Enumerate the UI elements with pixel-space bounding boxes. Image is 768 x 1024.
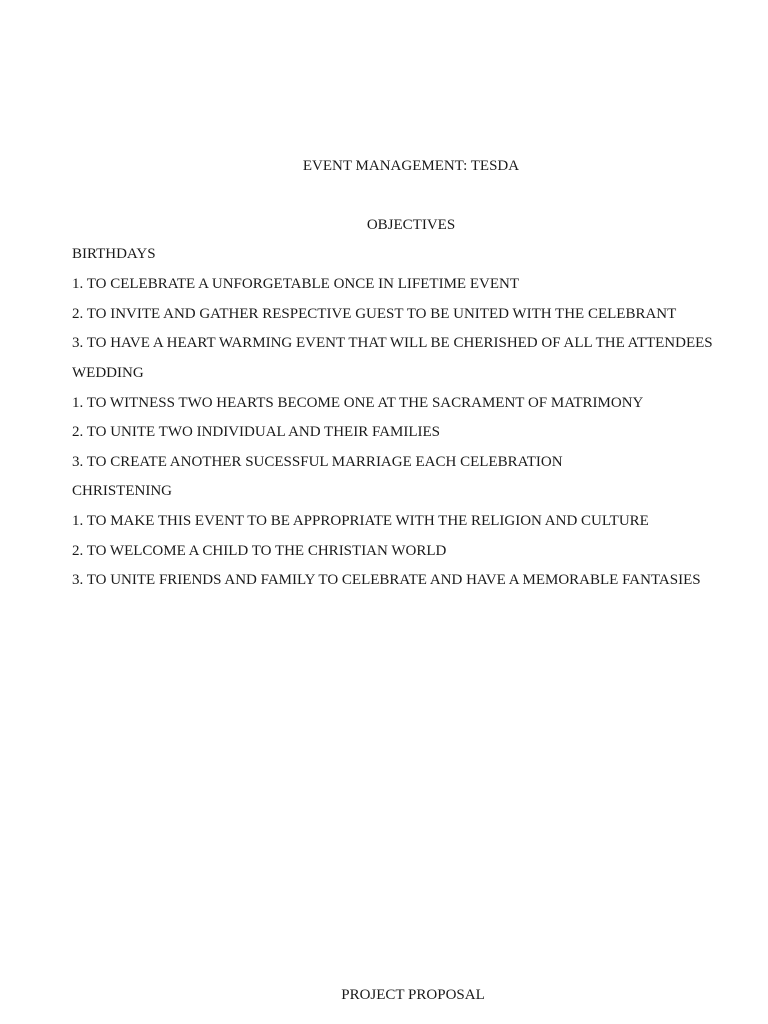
document-footer: PROJECT PROPOSAL — [341, 987, 485, 1003]
objectives-heading: OBJECTIVES — [366, 217, 456, 233]
birthdays-objective-2: 2. TO INVITE AND GATHER RESPECTIVE GUEST TO BE UNITED WITH THE CELEBRANT — [72, 306, 677, 322]
wedding-objective-1: 1. TO WITNESS TWO HEARTS BECOME ONE AT THE SACRAMENT OF MATRIMONY — [72, 395, 644, 411]
birthdays-objective-3: 3. TO HAVE A HEART WARMING EVENT THAT WILL BE CHERISHED OF ALL THE ATTENDEES — [72, 335, 713, 351]
section-heading-wedding: WEDDING — [72, 365, 144, 381]
wedding-objective-3: 3. TO CREATE ANOTHER SUCESSFUL MARRIAGE EACH CELEBRATION — [72, 454, 563, 470]
christening-objective-3: 3. TO UNITE FRIENDS AND FAMILY TO CELEBRATE AND HAVE A MEMORABLE FANTASIES — [72, 572, 701, 588]
christening-objective-1: 1. TO MAKE THIS EVENT TO BE APPROPRIATE WITH THE RELIGION AND CULTURE — [72, 513, 649, 529]
document-title: EVENT MANAGEMENT: TESDA — [302, 158, 520, 174]
section-heading-birthdays: BIRTHDAYS — [72, 246, 156, 262]
birthdays-objective-1: 1. TO CELEBRATE A UNFORGETABLE ONCE IN LIFETIME EVENT — [72, 276, 519, 292]
section-heading-christening: CHRISTENING — [72, 483, 172, 499]
wedding-objective-2: 2. TO UNITE TWO INDIVIDUAL AND THEIR FAMILIES — [72, 424, 441, 440]
christening-objective-2: 2. TO WELCOME A CHILD TO THE CHRISTIAN WORLD — [72, 543, 447, 559]
